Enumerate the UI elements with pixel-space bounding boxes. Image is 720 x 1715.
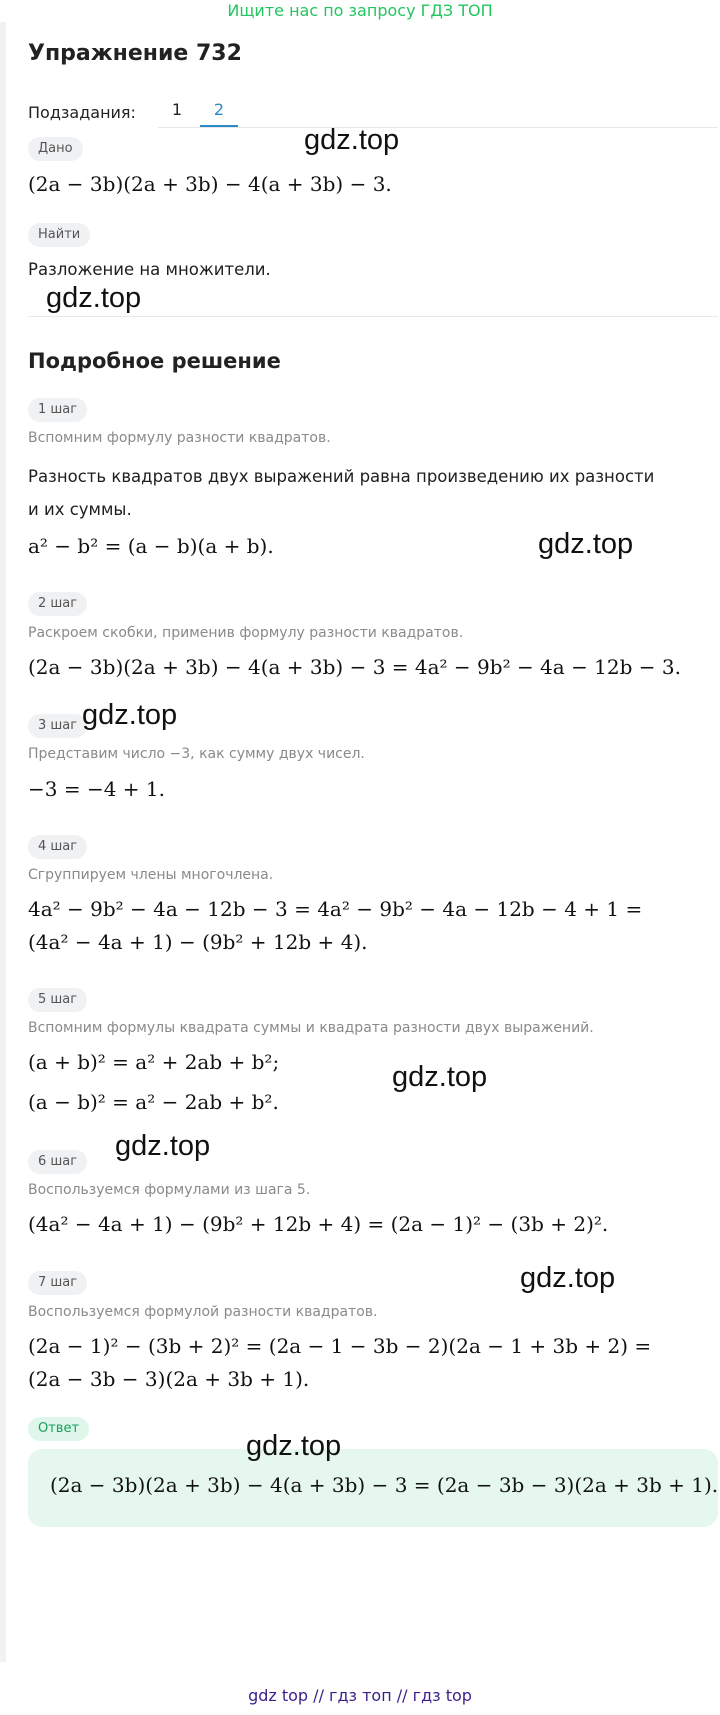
- step-6-hint: Воспользуемся формулами из шага 5.: [28, 1182, 311, 1198]
- step-5-formula-line-2: (a − b)² = a² − 2ab + b².: [28, 1090, 279, 1114]
- find-text: Разложение на множители.: [28, 260, 271, 279]
- watermark: gdz.top: [304, 124, 400, 156]
- footer-separator: //: [396, 1686, 408, 1705]
- step-1-badge: 1 шаг: [28, 398, 87, 422]
- step-3-formula: −3 = −4 + 1.: [28, 777, 165, 801]
- step-7-badge: 7 шаг: [28, 1271, 87, 1295]
- tab-subtask-1[interactable]: 1: [171, 100, 183, 119]
- step-2-badge: 2 шаг: [28, 592, 87, 616]
- step-7-formula-line-2: (2a − 3b − 3)(2a + 3b + 1).: [28, 1367, 310, 1391]
- step-6-badge: 6 шаг: [28, 1150, 87, 1174]
- given-badge: Дано: [28, 137, 83, 161]
- step-4-hint: Сгруппируем члены многочлена.: [28, 867, 274, 883]
- footer-separator: //: [313, 1686, 324, 1705]
- watermark: gdz.top: [82, 699, 178, 731]
- footer-links: [0, 1686, 720, 1705]
- promo-banner[interactable]: Ищите нас по запросу ГДЗ ТОП: [227, 1, 493, 20]
- step-1-hint: Вспомним формулу разности квадратов.: [28, 430, 331, 446]
- exercise-card: [6, 22, 720, 1682]
- given-expression: (2a − 3b)(2a + 3b) − 4(a + 3b) − 3.: [28, 172, 392, 196]
- watermark: gdz.top: [115, 1130, 211, 1162]
- step-4-badge: 4 шаг: [28, 835, 87, 859]
- step-2-hint: Раскроем скобки, применив формулу разности квадратов.: [28, 625, 464, 641]
- step-5-hint: Вспомним формулы квадрата суммы и квадрата разности двух выражений.: [28, 1020, 594, 1036]
- subtask-label: Подзадания:: [28, 103, 136, 122]
- step-5-formula-line-1: (a + b)² = a² + 2ab + b²;: [28, 1050, 280, 1074]
- exercise-title: Упражнение 732: [28, 41, 242, 66]
- section-divider: [28, 316, 718, 317]
- footer-link-gdz-top-ru[interactable]: гдз топ: [329, 1686, 392, 1705]
- tabs-underline: [158, 127, 718, 128]
- watermark: gdz.top: [520, 1262, 616, 1294]
- watermark: gdz.top: [46, 282, 142, 314]
- step-1-formula: a² − b² = (a − b)(a + b).: [28, 534, 274, 558]
- step-3-badge: 3 шаг: [28, 714, 87, 738]
- step-7-formula-line-1: (2a − 1)² − (3b + 2)² = (2a − 1 − 3b − 2)(2a − 1 + 3b + 2) =: [28, 1334, 652, 1358]
- solution-title: Подробное решение: [28, 349, 281, 373]
- step-1-text: Разность квадратов двух выражений равна произведению их разности и их суммы.: [28, 467, 655, 519]
- step-4-formula-line-1: 4a² − 9b² − 4a − 12b − 3 = 4a² − 9b² − 4a − 12b − 4 + 1 =: [28, 897, 643, 921]
- answer-box: [28, 1449, 718, 1527]
- step-4-formula-line-2: (4a² − 4a + 1) − (9b² + 12b + 4).: [28, 930, 368, 954]
- watermark: gdz.top: [392, 1061, 488, 1093]
- find-badge: Найти: [28, 223, 90, 247]
- step-2-formula: (2a − 3b)(2a + 3b) − 4(a + 3b) − 3 = 4a² − 9b² − 4a − 12b − 3.: [28, 655, 681, 679]
- answer-badge: Ответ: [28, 1417, 89, 1441]
- step-7-hint: Воспользуемся формулой разности квадратов.: [28, 1304, 378, 1320]
- answer-formula: (2a − 3b)(2a + 3b) − 4(a + 3b) − 3 = (2a − 3b − 3)(2a + 3b + 1).: [50, 1473, 719, 1497]
- step-5-badge: 5 шаг: [28, 988, 87, 1012]
- footer-link-gdz-top-mixed[interactable]: гдз top: [412, 1686, 472, 1705]
- tab-subtask-2[interactable]: 2: [200, 95, 238, 127]
- footer-link-gdz-top[interactable]: gdz top: [248, 1686, 309, 1705]
- watermark: gdz.top: [246, 1430, 342, 1462]
- step-6-formula: (4a² − 4a + 1) − (9b² + 12b + 4) = (2a − 1)² − (3b + 2)².: [28, 1212, 609, 1236]
- step-3-hint: Представим число −3, как сумму двух чисел.: [28, 746, 365, 762]
- watermark: gdz.top: [538, 528, 634, 560]
